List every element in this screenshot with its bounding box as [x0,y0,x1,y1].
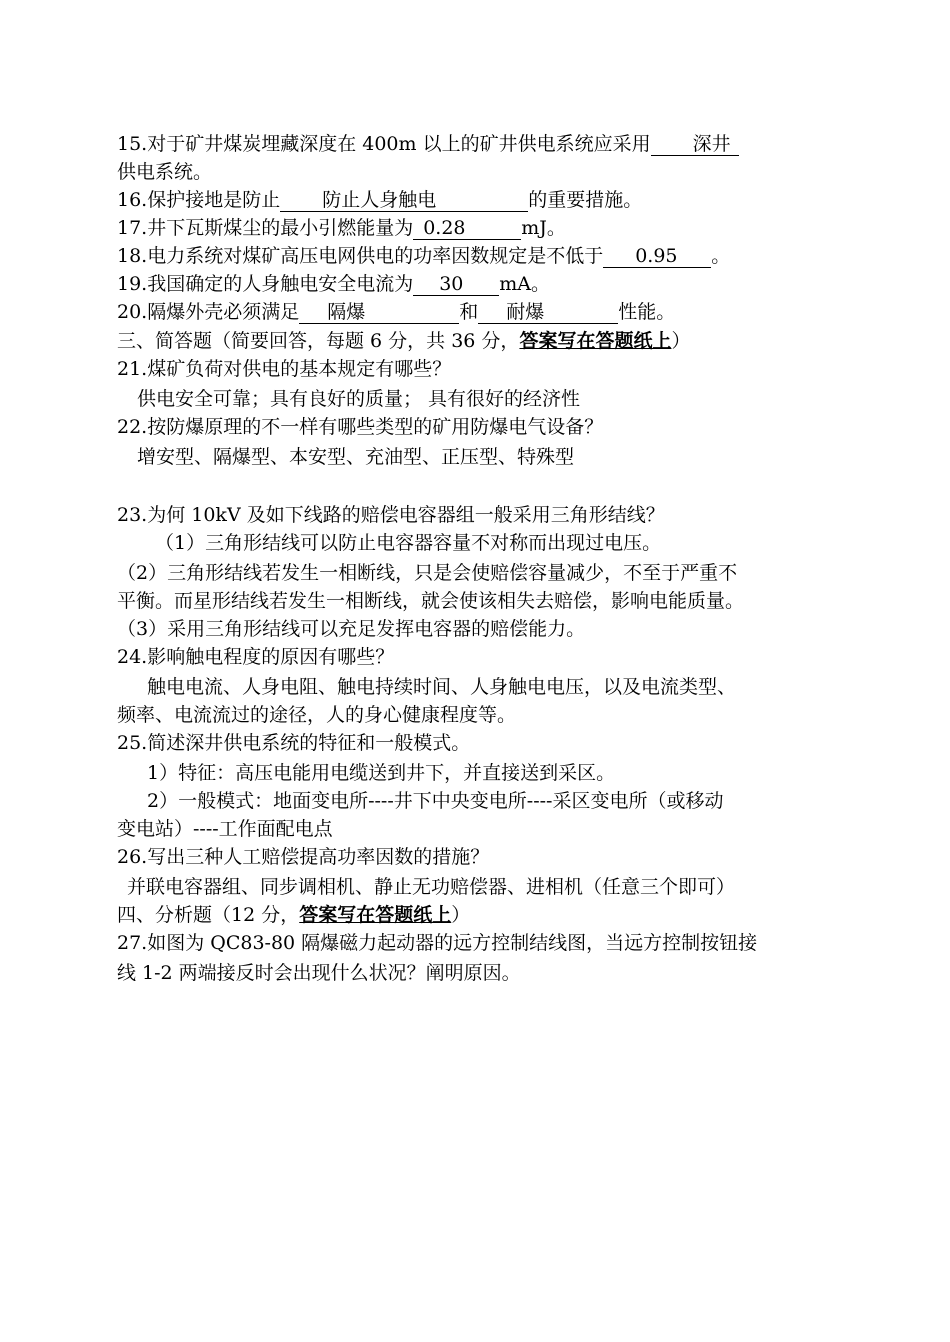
q16-line [117,187,642,214]
section4-bold: 答案写在答题纸上 [299,904,452,926]
section4-heading [117,902,470,929]
q22-answer: 增安型、隔爆型、本安型、充油型、正压型、特殊型 [137,446,575,468]
q15-suffix: 供电系统。 [117,161,213,183]
section3-close: ） [671,330,691,352]
section3-heading [117,328,690,355]
q15-answer: 深井 [692,133,731,155]
q17-prefix: 17.井下瓦斯煤尘的最小引燃能量为 [117,217,414,239]
q21-question: 21.煤矿负荷对供电的基本规定有哪些？ [117,358,452,380]
section4-close: ） [451,904,471,926]
q18-suffix: 。 [711,245,731,267]
q18-blank [603,245,711,268]
q24-answer2: 频率、电流流过的途径，人的身心健康程度等。 [117,704,517,726]
q24-question: 24.影响触电程度的原因有哪些？ [117,646,395,668]
q20-answer1: 隔爆 [327,301,366,323]
q19-prefix: 19.我国确定的人身触电安全电流为 [117,273,414,295]
q15-line1 [117,131,739,158]
q15-prefix: 15.对于矿井煤炭埋藏深度在 400m 以上的矿井供电系统应采用 [117,133,651,155]
q19-line [117,271,550,298]
q19-suffix: mA。 [499,273,550,295]
q15-blank [651,133,739,156]
q26-answer: 并联电容器组、同步调相机、静止无功赔偿器、进相机（任意三个即可） [127,876,736,898]
q16-prefix: 16.保护接地是防止 [117,189,281,211]
q16-suffix: 的重要措施。 [528,189,643,211]
section4-text: 四、分析题（12 分， [117,904,300,926]
q20-line [117,299,675,326]
q18-answer: 0.95 [635,245,678,267]
q24-answer1: 触电电流、人身电阻、触电持续时间、人身触电电压，以及电流类型、 [147,676,737,698]
q20-answer2: 耐爆 [506,301,545,323]
q18-prefix: 18.电力系统对煤矿高压电网供电的功率因数规定是不低于 [117,245,604,267]
q25-answer1: 1）特征：高压电能用电缆送到井下，并直接送到采区。 [147,762,616,784]
q16-answer: 防止人身触电 [322,189,437,211]
q20-middle: 和 [459,301,479,323]
q25-answer3: 变电站）----工作面配电点 [117,818,333,840]
q17-suffix: mJ。 [521,217,566,239]
q17-answer: 0.28 [423,217,466,239]
q20-blank2 [478,301,618,324]
q17-line [117,215,566,242]
q22-question: 22.按防爆原理的不一样有哪些类型的矿用防爆电气设备？ [117,416,604,438]
q27-line1: 27.如图为 QC83-80 隔爆磁力起动器的远方控制结线图，当远方控制按钮接 [117,932,758,954]
q20-blank1 [299,301,459,324]
q15-line2 [117,159,212,186]
q20-suffix: 性能。 [618,301,676,323]
q23-answer2: （2）三角形结线若发生一相断线，只是会使赔偿容量减少，不至于严重不 [117,562,738,584]
q23-answer2b: 平衡。而星形结线若发生一相断线，就会使该相失去赔偿，影响电能质量。 [117,590,745,612]
q27-line2: 线 1-2 两端接反时会出现什么状况？阐明原因。 [117,962,521,984]
section3-bold: 答案写在答题纸上 [519,330,672,352]
q16-blank [280,189,528,212]
section3-text: 三、简答题（简要回答，每题 6 分，共 36 分， [117,330,520,352]
q18-line [117,243,730,270]
q26-question: 26.写出三种人工赔偿提高功率因数的措施？ [117,846,490,868]
q19-answer: 30 [439,273,464,295]
q25-answer2: 2）一般模式：地面变电所----井下中央变电所----采区变电所（或移动 [147,790,724,812]
q19-blank [413,273,499,296]
q23-answer1: （1）三角形结线可以防止电容器容量不对称而出现过电压。 [155,532,662,554]
q17-blank [413,217,521,240]
q21-answer: 供电安全可靠；具有良好的质量； 具有很好的经济性 [137,388,581,410]
q23-question: 23.为何 10kV 及如下线路的赔偿电容器组一般采用三角形结线？ [117,504,665,526]
q23-answer3: （3）采用三角形结线可以充足发挥电容器的赔偿能力。 [117,618,586,640]
q25-question: 25.简述深井供电系统的特征和一般模式。 [117,732,471,754]
q20-prefix: 20.隔爆外壳必须满足 [117,301,300,323]
